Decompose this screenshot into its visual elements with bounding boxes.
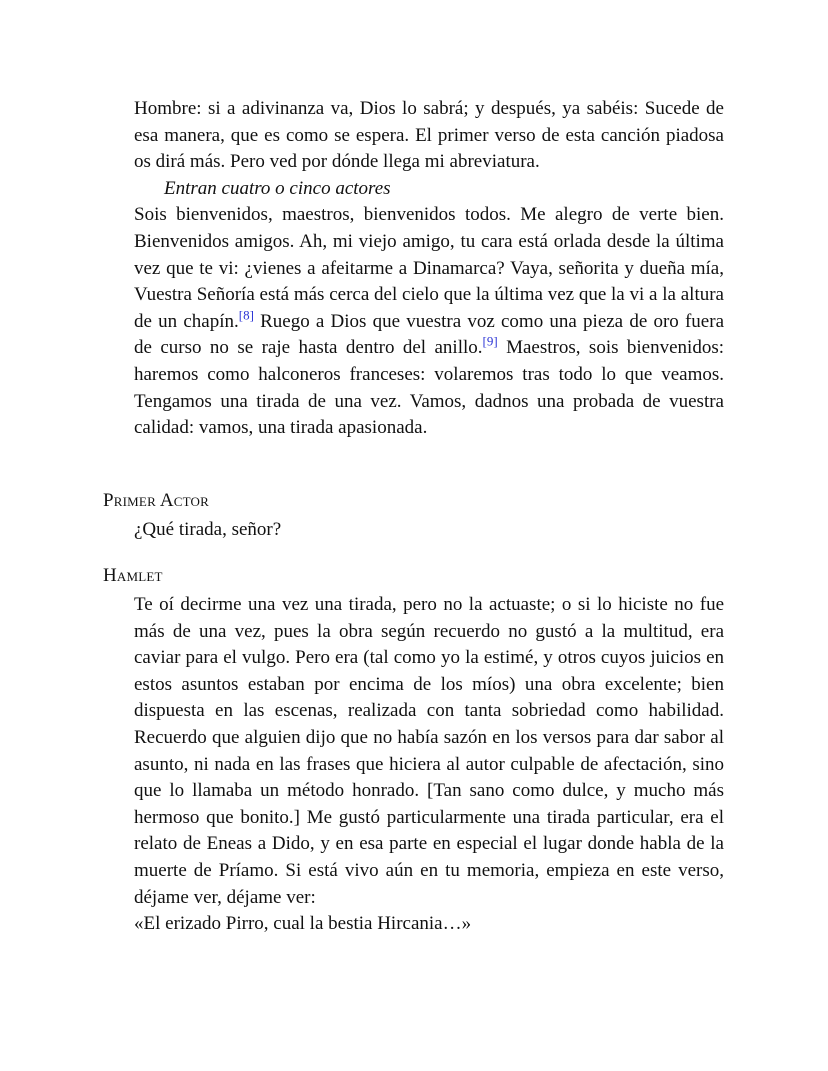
speech-block-hamlet	[134, 592, 724, 938]
speech-block-hamlet-continued	[134, 96, 724, 442]
speech-paragraph	[134, 96, 724, 176]
speech-text: Maestros, sois bienvenidos: haremos como halconeros franceses: volaremos tras todo lo que veamos. Tengamos una tirada de una vez. Vamos, dadnos una probada de vuestra calidad: vamos, una tirada apasionada.	[134, 337, 724, 439]
speech-text: Sois bienvenidos, maestros, bienvenidos todos. Me alegro de verte bien. Bienvenidos amigos. Ah, mi viejo amigo, tu cara está orlada desde la última vez que te vi: ¿vienes a afeitarme a Dinamarca? Vaya, señorita y dueña mía, Vuestra Señoría está más cerca del cielo que la última vez que la vi a la altura de un chapín.	[134, 204, 724, 332]
speech-paragraph	[134, 202, 724, 441]
footnote-link-9[interactable]: [9]	[482, 334, 498, 350]
stage-direction: Entran cuatro o cinco actores	[164, 177, 391, 199]
verse-quote: «El erizado Pirro, cual la bestia Hircania…»	[134, 913, 472, 935]
speech-block-primer-actor	[134, 517, 724, 544]
speech-text: Hombre: si a adivinanza va, Dios lo sabrá; y después, ya sabéis: Sucede de esa manera, que es como se espera. El primer verso de esta canción piadosa os dirá más. Pero ved por dónde llega mi abreviatura.	[134, 98, 724, 173]
footnote-link-8[interactable]: [8]	[238, 307, 254, 323]
speech-text: Ruego a Dios que vuestra voz como una pieza de oro fuera de curso no se raje hasta dentro del anillo.	[134, 310, 724, 359]
speaker-name: Hamlet	[103, 565, 163, 586]
speech-line: ¿Qué tirada, señor?	[134, 519, 282, 540]
speech-paragraph: Te oí decirme una vez una tirada, pero no la actuaste; o si lo hiciste no fue más de una vez, pues la obra según recuerdo no gustó a la multitud, era caviar para el vulgo. Pero era (tal como yo la estimé, y otros cuyos juicios en estos asuntos estaban por encima de los míos) una obra excelente; bien dispuesta en las escenas, realizada con tanta sobriedad como habilidad. Recuerdo que alguien dijo que no había sazón en los versos para dar sabor al asunto, ni nada en las frases que hiciera al autor culpable de afectación, sino que lo llamaba un método honrado. [Tan sano como dulce, y mucho más hermoso que bonito.] Me gustó particularmente una tirada particular, era el relato de Eneas a Dido, y en esa parte en especial el lugar donde habla de la muerte de Príamo. Si está vivo aún en tu memoria, empieza en este verso, déjame ver, déjame ver:	[134, 594, 724, 908]
speaker-name: Primer Actor	[103, 490, 209, 511]
